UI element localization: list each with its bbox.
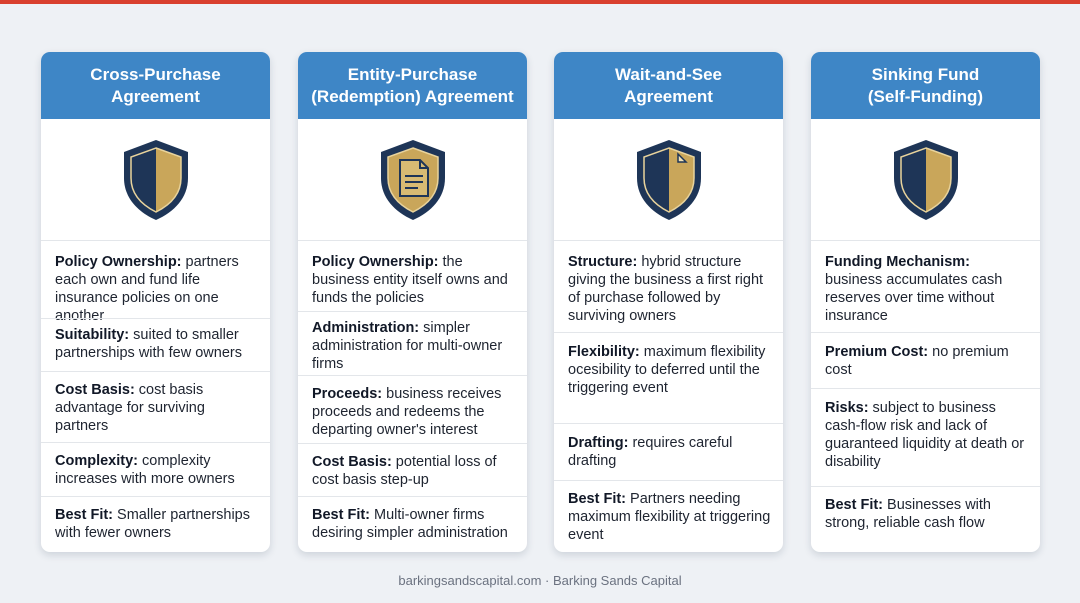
row-text: complexity increases with more owners [55, 453, 235, 487]
row-structure [554, 253, 783, 325]
row-label: Funding Mechanism: [825, 254, 970, 270]
row-flexibility [554, 332, 783, 397]
row-text: Businesses with strong, reliable cash flow [825, 497, 991, 531]
row-label: Risks: [825, 400, 869, 416]
row-text: Multi-owner firms desiring simpler administration [312, 507, 508, 541]
shield-split-icon [634, 138, 704, 222]
row-best-fit [554, 480, 783, 544]
row-label: Policy Ownership: [312, 254, 439, 270]
row-drafting [554, 423, 783, 470]
row-best-fit [811, 486, 1040, 532]
row-text: hybrid structure giving the business a first right of purchase followed by surviving owners [568, 254, 764, 324]
row-text: business receives proceeds and redeems the departing owner's interest [312, 386, 502, 438]
row-label: Complexity: [55, 453, 138, 469]
row-text: maximum flexibility ocesibility to deferred until the triggering event [568, 344, 766, 396]
card-title: Entity-Purchase (Redemption) Agreement [298, 52, 527, 119]
row-label: Structure: [568, 254, 638, 270]
row-label: Suitability: [55, 327, 130, 343]
row-text: simpler administration for multi-owner firms [312, 320, 503, 372]
row-administration [298, 311, 527, 373]
card-title: Sinking Fund (Self-Funding) [811, 52, 1040, 119]
row-label: Administration: [312, 320, 420, 336]
row-text: no premium cost [825, 344, 1009, 378]
row-text: requires careful drafting [568, 435, 733, 469]
footer-credit: barkingsandscapital.com · Barking Sands Capital [398, 573, 682, 588]
row-text: cost basis advantage for surviving partners [55, 382, 205, 434]
card-sinking-fund [811, 52, 1040, 552]
row-text: Smaller partnerships with fewer owners [55, 507, 250, 541]
row-label: Cost Basis: [312, 454, 392, 470]
row-policy-ownership [298, 253, 527, 307]
card-entity-purchase [298, 52, 527, 552]
row-text: suited to smaller partnerships with few owners [55, 327, 242, 361]
row-proceeds [298, 375, 527, 439]
row-cost-basis [41, 371, 270, 435]
row-policy-ownership [41, 253, 270, 325]
row-funding-mechanism [811, 253, 1040, 325]
card-wait-and-see [554, 52, 783, 552]
row-suitability [41, 318, 270, 362]
row-text: potential loss of cost basis step-up [312, 454, 497, 488]
row-label: Best Fit: [312, 507, 370, 523]
row-label: Premium Cost: [825, 344, 929, 360]
row-best-fit [41, 496, 270, 542]
row-label: Best Fit: [825, 497, 883, 513]
shield-icon [891, 138, 961, 222]
card-title: Cross-Purchase Agreement [41, 52, 270, 119]
row-text: partners each own and fund life insurance policies on one another [55, 254, 239, 324]
row-label: Cost Basis: [55, 382, 135, 398]
row-text: subject to business cash-flow risk and lack of guaranteed liquidity at death or disability [825, 400, 1025, 470]
row-best-fit [298, 496, 527, 542]
row-text: the business entity itself owns and funds the policies [312, 254, 508, 306]
row-label: Best Fit: [55, 507, 113, 523]
top-accent-bar [0, 0, 1080, 4]
row-label: Policy Ownership: [55, 254, 182, 270]
row-label: Proceeds: [312, 386, 383, 402]
row-text: business accumulates cash reserves over time without insurance [825, 272, 1003, 324]
card-title: Wait-and-See Agreement [554, 52, 783, 119]
row-label: Best Fit: [568, 491, 626, 507]
card-cross-purchase [41, 52, 270, 552]
row-cost-basis [298, 443, 527, 489]
row-complexity [41, 442, 270, 488]
row-label: Flexibility: [568, 344, 640, 360]
row-premium-cost [811, 332, 1040, 379]
row-label: Drafting: [568, 435, 629, 451]
row-risks [811, 388, 1040, 471]
shield-icon [121, 138, 191, 222]
row-text: Partners needing maximum flexibility at triggering event [568, 491, 771, 543]
shield-document-icon [378, 138, 448, 222]
